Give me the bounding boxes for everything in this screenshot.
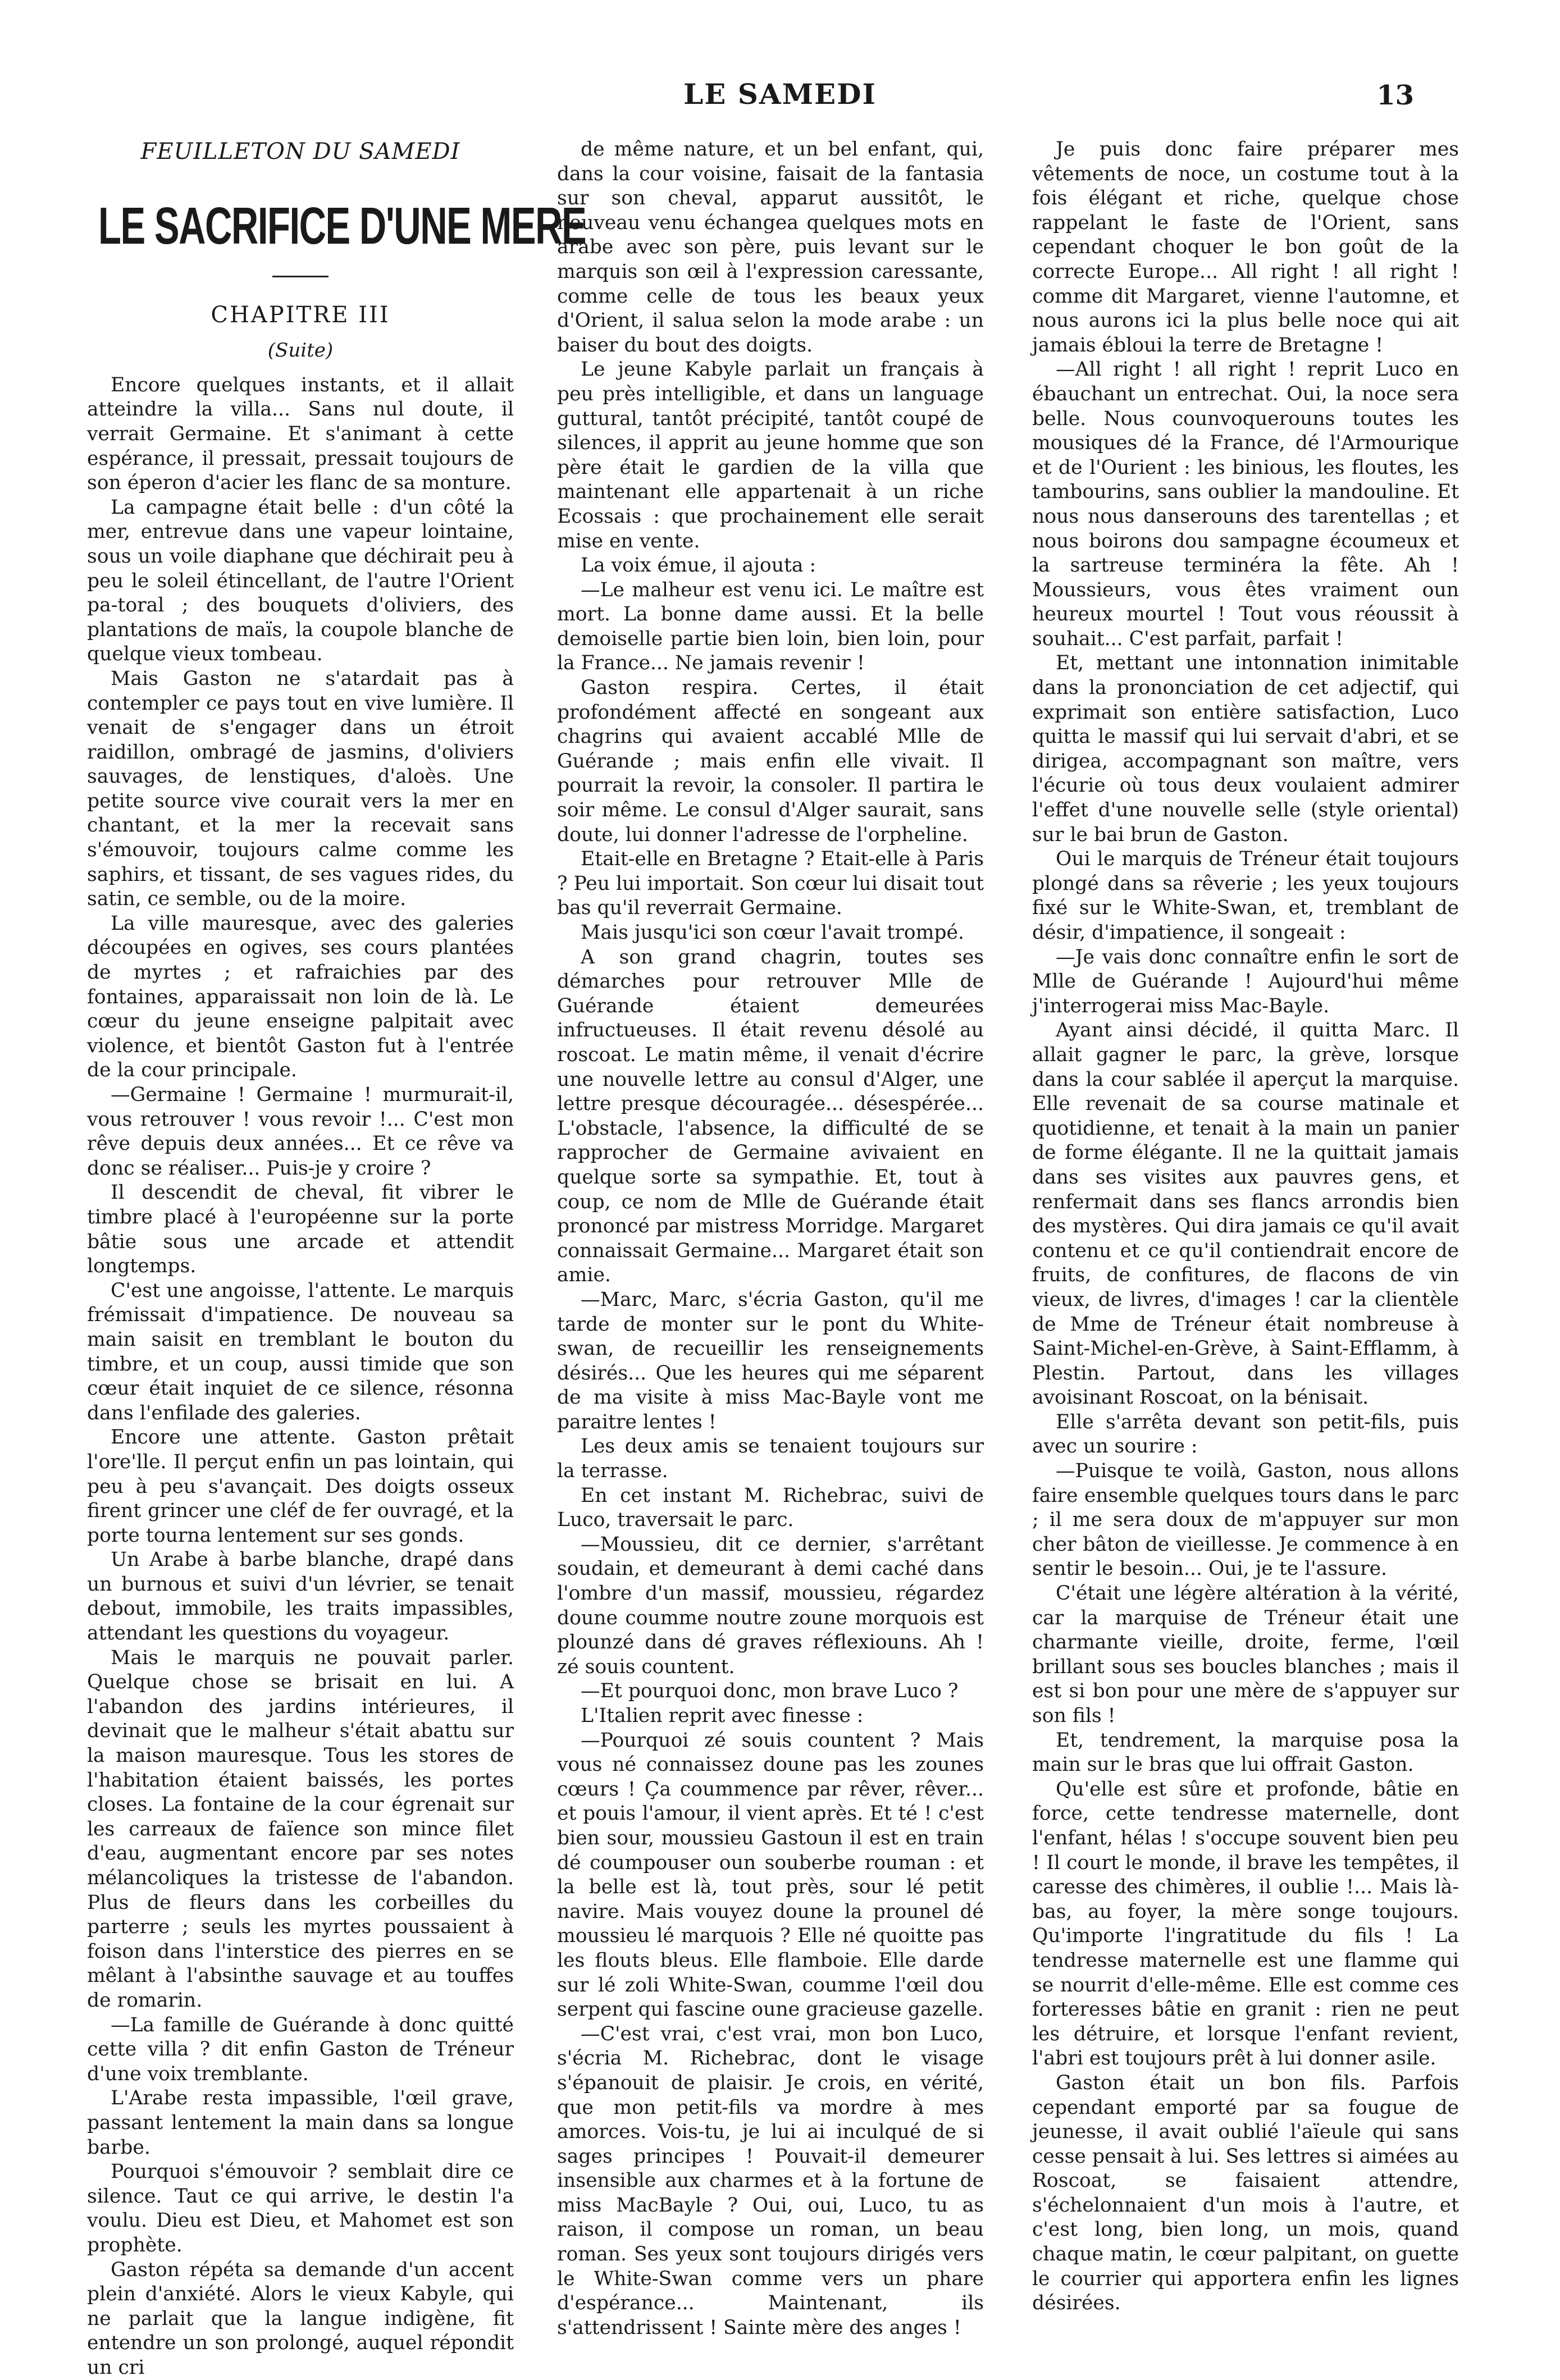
paragraph: —Marc, Marc, s'écria Gaston, qu'il me tarde de monter sur le pont du White-swan, de recueillir les renseignements désirés... Que les heures qui me séparent de ma visite à miss Mac-Bayle vont me paraitre lentes ! bbox=[557, 1288, 984, 1435]
paragraph: —Puisque te voilà, Gaston, nous allons faire ensemble quelques tours dans le parc ; il me sera doux de m'appuyer sur mon cher bâton de vieillesse. Je commence à en sentir le besoin... Oui, je te l'assure. bbox=[1032, 1459, 1459, 1582]
paragraph: Mais le marquis ne pouvait parler. Quelque chose se brisait en lui. A l'abandon des jardins intérieures, il devinait que le malheur s'était abattu sur la maison mauresque. Tous les stores de l'habitation étaient baissés, les portes closes. La fontaine de la cour égrenait sur les carreaux de faïence son mince filet d'eau, augmentant encore par ses notes mélancoliques la tristesse de l'abandon. Plus de fleurs dans les corbeilles du parterre ; seuls les myrtes poussaient à foison dans l'interstice des pierres en se mêlant à l'absinthe sauvage et au touffes de romarin. bbox=[87, 1646, 514, 2013]
paragraph: —Moussieu, dit ce dernier, s'arrêtant soudain, et demeurant à demi caché dans l'ombre d'un massif, moussieu, régardez doune coumme noutre zoune morquois est plounzé dans dé graves réflexiouns. Ah ! zé souis countent. bbox=[557, 1533, 984, 1680]
paragraph: —Germaine ! Germaine ! murmurait-il, vous retrouver ! vous revoir !... C'est mon rêve depuis deux années... Et ce rêve va donc se réaliser... Puis-je y croire ? bbox=[87, 1083, 514, 1181]
paragraph: La campagne était belle : d'un côté la mer, entrevue dans une vapeur lointaine, sous un voile diaphane que déchirait peu à peu le soleil étincellant, de l'autre l'Orient pa-toral ; des bouquets d'oliviers, des plantations de maïs, la coupole blanche de quelque vieux tombeau. bbox=[87, 496, 514, 667]
paragraph: Et, mettant une intonnation inimitable dans la prononciation de cet adjectif, qui exprimait son entière satisfaction, Luco quitta le massif qui lui servait d'abri, et se dirigea, accompagnant son maître, vers l'écurie où tous deux voulaient admirer l'effet d'une nouvelle selle (style oriental) sur le bai brun de Gaston. bbox=[1032, 651, 1459, 847]
paragraph: Il descendit de cheval, fit vibrer le timbre placé à l'européenne sur la porte bâtie sous une arcade et attendit longtemps. bbox=[87, 1181, 514, 1278]
text-column-1 bbox=[87, 138, 514, 2249]
paragraph: —Le malheur est venu ici. Le maître est mort. La bonne dame aussi. Et la belle demoiselle partie bien loin, bien loin, pour la France... Ne jamais revenir ! bbox=[557, 578, 984, 676]
paragraph: Etait-elle en Bretagne ? Etait-elle à Paris ? Peu lui importait. Son cœur lui disait tout bas qu'il reverrait Germaine. bbox=[557, 847, 984, 921]
paragraph: En cet instant M. Richebrac, suivi de Luco, traversait le parc. bbox=[557, 1484, 984, 1533]
paragraph: L'Italien reprit avec finesse : bbox=[557, 1704, 984, 1729]
paragraph: C'était une légère altération à la vérité, car la marquise de Tréneur était une charmante vieille, droite, ferme, l'œil brillant sous ses boucles blanches ; mais il est si bon pour une mère de s'appuyer sur son fils ! bbox=[1032, 1582, 1459, 1729]
paragraph: Ayant ainsi décidé, il quitta Marc. Il allait gagner le parc, la grève, lorsque dans la cour sablée il aperçut la marquise. Elle revenait de sa course matinale et quotidienne, et tenait à la main un panier de forme élégante. Il ne la quittait jamais dans ses visites aux pauvres gens, et renfermait dans ses flancs arrondis bien des mystères. Qui dira jamais ce qu'il avait contenu et ce qu'il contiendrait encore de fruits, de confitures, de flacons de vin vieux, de livres, d'images ! car la clientèle de Mme de Tréneur était nombreuse à Saint-Michel-en-Grève, à Saint-Efflamm, à Plestin. Partout, dans les villages avoisinant Roscoat, on la bénisait. bbox=[1032, 1018, 1459, 1410]
paragraph: Les deux amis se tenaient toujours sur la terrasse. bbox=[557, 1435, 984, 1483]
paragraph: Mais jusqu'ici son cœur l'avait trompé. bbox=[557, 921, 984, 945]
text-column-3 bbox=[1032, 138, 1459, 2249]
suite-label: (Suite) bbox=[87, 339, 514, 363]
paragraph: —C'est vrai, c'est vrai, mon bon Luco, s'écria M. Richebrac, dont le visage s'épanouit de plaisir. Je crois, en vérité, que mon petit-fils va mordre à mes amorces. Vois-tu, je lui ai inculqué de si sages principes ! Pouvait-il demeurer insensible aux charmes et à la fortune de miss MacBayle ? Oui, oui, Luco, tu as raison, il compose un roman, un beau roman. Ses yeux sont toujours dirigés vers le White-Swan comme vers un phare d'espérance... Maintenant, ils s'attendrissent ! Sainte mère des anges ! bbox=[557, 2022, 984, 2341]
paragraph: L'Arabe resta impassible, l'œil grave, passant lentement la main dans sa longue barbe. bbox=[87, 2086, 514, 2160]
feuilleton-label: FEUILLETON DU SAMEDI bbox=[87, 140, 514, 165]
page-header bbox=[0, 77, 1560, 117]
paragraph: Encore quelques instants, et il allait atteindre la villa... Sans nul doute, il verrait Germaine. Et s'animant à cette espérance, il pressait, pressait toujours de son éperon d'acier les flanc de sa monture. bbox=[87, 373, 514, 496]
story-title: LE SACRIFICE D'UNE MERE bbox=[98, 195, 503, 257]
title-divider bbox=[272, 276, 329, 277]
paragraph: La voix émue, il ajouta : bbox=[557, 554, 984, 578]
paragraph: Mais Gaston ne s'atardait pas à contempler ce pays tout en vive lumière. Il venait de s'engager dans un étroit raidillon, ombragé de jasmins, d'oliviers sauvages, de lenstiques, d'aloès. Une petite source vive courait vers la mer en chantant, et la mer la recevait sans s'émouvoir, toujours calme comme les saphirs, et tissant, de ses vagues rides, du satin, ce semble, ou de la moire. bbox=[87, 667, 514, 912]
paragraph: de même nature, et un bel enfant, qui, dans la cour voisine, faisait de la fantasia sur son cheval, apparut aussitôt, le nouveau venu échangea quelques mots en arabe avec son père, puis levant sur le marquis son œil à l'expression caressante, comme celle de tous les beaux yeux d'Orient, il salua selon la mode arabe : un baiser du bout des doigts. bbox=[557, 138, 984, 358]
paragraph: Encore une attente. Gaston prêtait l'ore'lle. Il perçut enfin un pas lointain, qui peu à peu s'avançait. Des doigts osseux firent grincer une cléf de fer ouvragé, et la porte tourna lentement sur ses gonds. bbox=[87, 1426, 514, 1548]
paragraph: Gaston respira. Certes, il était profondément affecté en songeant aux chagrins qui avaient accablé Mlle de Guérande ; mais enfin elle vivait. Il pourrait la revoir, la consoler. Il partira le soir même. Le consul d'Alger saurait, sans doute, lui donner l'adresse de l'orpheline. bbox=[557, 676, 984, 847]
paragraph: —La famille de Guérande à donc quitté cette villa ? dit enfin Gaston de Tréneur d'une voix tremblante. bbox=[87, 2013, 514, 2087]
paragraph: Qu'elle est sûre et profonde, bâtie en force, cette tendresse maternelle, dont l'enfant, hélas ! s'occupe souvent bien peu ! Il court le monde, il brave les tempêtes, il caresse des chimères, il oublie !... Mais là-bas, au foyer, la mère songe toujours. Qu'importe l'ingratitude du fils ! La tendresse maternelle est une flamme qui se nourrit d'elle-même. Elle est comme ces forteresses bâtie en granit : rien ne peut les détruire, et lorsque l'enfant revient, l'abri est toujours prêt à lui donner asile. bbox=[1032, 1778, 1459, 2071]
chapter-heading: CHAPITRE III bbox=[87, 303, 514, 328]
paragraph: Pourquoi s'émouvoir ? semblait dire ce silence. Taut ce qui arrive, le destin l'a voulu. Dieu est Dieu, et Mahomet est son prophète. bbox=[87, 2160, 514, 2258]
paragraph: La ville mauresque, avec des galeries découpées en ogives, ses cours plantées de myrtes ; et rafraichies par des fontaines, apparaissait non loin de là. Le cœur du jeune enseigne palpitait avec violence, et bientôt Gaston fut à l'entrée de la cour principale. bbox=[87, 912, 514, 1083]
paragraph: Et, tendrement, la marquise posa la main sur le bras que lui offrait Gaston. bbox=[1032, 1729, 1459, 1778]
newspaper-title: LE SAMEDI bbox=[0, 77, 1560, 111]
paragraph: Je puis donc faire préparer mes vêtements de noce, un costume tout à la fois élégant et riche, quelque chose rappelant le faste de l'Orient, sans cependant choquer le bon goût de la correcte Europe... All right ! all right ! comme dit Margaret, vienne l'automne, et nous aurons ici la plus belle noce qui ait jamais ébloui la terre de Bretagne ! bbox=[1032, 138, 1459, 358]
paragraph: Oui le marquis de Tréneur était toujours plongé dans sa rêverie ; les yeux toujours fixé sur le White-Swan, et, tremblant de désir, d'impatience, il songeait : bbox=[1032, 847, 1459, 945]
paragraph: —All right ! all right ! reprit Luco en ébauchant un entrechat. Oui, la noce sera belle. Nous counvoquerouns toutes les mousiques dé la France, dé l'Armourique et de l'Ourient : les binious, les floutes, les tambourins, sans oublier la mandouline. Et nous nous danserouns des tarentellas ; et nous boirons dou sampagne écoumeux et la sartreuse terminéra la fête. Ah ! Moussieurs, vous êtes vraiment oun heureux mourtel ! Tout vous réoussit à souhait... C'est parfait, parfait ! bbox=[1032, 358, 1459, 651]
paragraph: A son grand chagrin, toutes ses démarches pour retrouver Mlle de Guérande étaient demeurées infructueuses. Il était revenu désolé au roscoat. Le matin même, il venait d'écrire une nouvelle lettre au consul d'Alger, une lettre presque découragée... désespérée... L'obstacle, l'absence, la difficulté de se rapprocher de Germaine avivaient en quelque sorte sa sympathie. Et, tout à coup, ce nom de Mlle de Guérande était prononcé par mistress Morridge. Margaret connaissait Germaine... Margaret était son amie. bbox=[557, 945, 984, 1288]
paragraph: —Pourquoi zé souis countent ? Mais vous né connaissez doune pas les zounes cœurs ! Ça coummence par rêver, rêver... et pouis l'amour, il vient après. Et té ! c'est bien sour, moussieu Gastoun il est en train dé coumpouser oun souberbe rouman : et la belle est là, tout près, sour lé petit navire. Mais vouyez doune la prounel dé moussieu lé marquois ? Elle né quoitte pas les flouts bleus. Elle flamboie. Elle darde sur lé zoli White-Swan, coumme l'œil dou serpent qui fascine oune gracieuse gazelle. bbox=[557, 1729, 984, 2022]
paragraph: Le jeune Kabyle parlait un français à peu près intelligible, et dans un language guttural, tantôt précipité, tantôt coupé de silences, il apprit au jeune homme que son père était le gardien de la villa que maintenant elle appartenait à un riche Ecossais : que prochainement elle serait mise en vente. bbox=[557, 358, 984, 554]
page-number: 13 bbox=[1376, 80, 1414, 111]
paragraph: Un Arabe à barbe blanche, drapé dans un burnous et suivi d'un lévrier, se tenait debout, immobile, les traits impassibles, attendant les questions du voyageur. bbox=[87, 1548, 514, 1646]
paragraph: —Et pourquoi donc, mon brave Luco ? bbox=[557, 1679, 984, 1704]
paragraph: —Je vais donc connaître enfin le sort de Mlle de Guérande ! Aujourd'hui même j'interrogerai miss Mac-Bayle. bbox=[1032, 945, 1459, 1019]
text-column-2 bbox=[557, 138, 984, 2249]
paragraph: C'est une angoisse, l'attente. Le marquis frémissait d'impatience. De nouveau sa main saisit en tremblant le bouton du timbre, et un coup, aussi timide que son cœur était inquiet de ce silence, résonna dans l'enfilade des galeries. bbox=[87, 1279, 514, 1426]
paragraph: Gaston répéta sa demande d'un accent plein d'anxiété. Alors le vieux Kabyle, qui ne parlait que la langue indigène, fit entendre un son prolongé, auquel répondit un cri bbox=[87, 2258, 514, 2380]
paragraph: Elle s'arrêta devant son petit-fils, puis avec un sourire : bbox=[1032, 1410, 1459, 1459]
paragraph: Gaston était un bon fils. Parfois cependant emporté par sa fougue de jeunesse, il avait oublié l'aïeule qui sans cesse pensait à lui. Ses lettres si aimées au Roscoat, se faisaient attendre, s'échelonnaient d'un mois à l'autre, et c'est long, bien long, un mois, quand chaque matin, le cœur palpitant, on guette le courrier qui apportera enfin les lignes désirées. bbox=[1032, 2071, 1459, 2316]
